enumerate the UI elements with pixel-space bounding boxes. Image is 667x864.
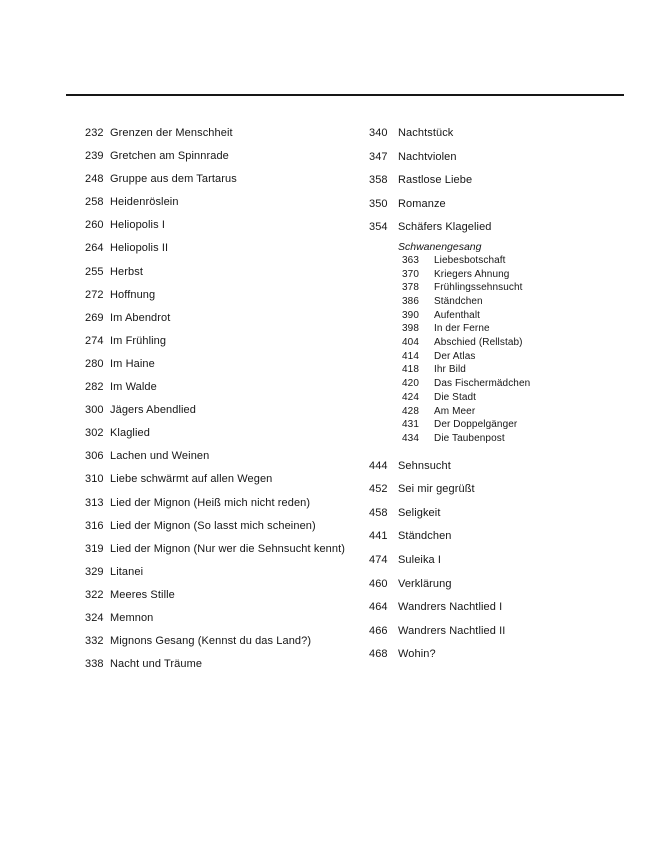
entry-title: Abschied (Rellstab) <box>434 337 523 349</box>
entry-title: Litanei <box>110 565 144 578</box>
entry-title: Heliopolis I <box>110 219 166 232</box>
entry-title: Im Walde <box>110 381 157 394</box>
entry-title: Im Frühling <box>110 334 167 347</box>
entry-title: Verklärung <box>398 577 452 590</box>
toc-column-left <box>85 122 367 676</box>
toc-entry <box>369 620 654 644</box>
toc-entry <box>85 399 367 422</box>
toc-entry <box>85 492 367 515</box>
entry-title: Wohin? <box>398 648 436 661</box>
page-number: 386 <box>402 296 419 308</box>
entry-title: Das Fischermädchen <box>434 378 531 390</box>
entry-title: Gruppe aus dem Tartarus <box>110 173 237 186</box>
page-number: 358 <box>369 174 388 187</box>
entry-title: Seligkeit <box>398 506 441 519</box>
page-number: 332 <box>85 635 104 648</box>
toc-entry <box>369 122 654 146</box>
entry-title: Nacht und Träume <box>110 658 203 671</box>
page-number: 466 <box>369 624 388 637</box>
page-number: 398 <box>402 323 419 335</box>
toc-entry <box>369 169 654 193</box>
toc-entry <box>85 515 367 538</box>
page-number: 431 <box>402 419 419 431</box>
entry-title: Frühlingssehnsucht <box>434 282 523 294</box>
toc-entry <box>85 584 367 607</box>
page-number: 434 <box>402 432 419 444</box>
toc-entry <box>369 295 654 309</box>
toc-entry <box>369 336 654 350</box>
toc-section-schwanengesang <box>369 240 654 446</box>
toc-entry <box>369 432 654 446</box>
page-number: 329 <box>85 565 104 578</box>
page-number: 378 <box>402 282 419 294</box>
entry-title: Liebesbotschaft <box>434 254 506 266</box>
toc-column-right <box>369 122 654 667</box>
page-number: 468 <box>369 648 388 661</box>
entry-title: Grenzen der Menschheit <box>110 127 233 139</box>
entry-title: Im Haine <box>110 357 155 370</box>
entry-title: Ständchen <box>398 530 452 543</box>
page-number: 414 <box>402 350 419 362</box>
entry-title: Wandrers Nachtlied I <box>398 601 503 614</box>
entry-title: Klaglied <box>110 427 150 440</box>
page-number: 310 <box>85 473 104 486</box>
page-number: 458 <box>369 506 388 519</box>
page-number: 418 <box>402 364 419 376</box>
toc-entry <box>369 216 654 240</box>
toc-entry <box>369 254 654 268</box>
page-number: 338 <box>85 658 104 671</box>
page-number: 474 <box>369 553 388 566</box>
entry-title: Lied der Mignon (Nur wer die Sehnsucht kennt) <box>110 542 346 555</box>
page-number: 424 <box>402 391 419 403</box>
toc-entry <box>369 363 654 377</box>
toc-entry <box>369 418 654 432</box>
page-number: 340 <box>369 127 388 139</box>
toc-entry <box>85 353 367 376</box>
toc-entry <box>85 630 367 653</box>
entry-title: Kriegers Ahnung <box>434 268 510 280</box>
toc-entry <box>369 322 654 336</box>
toc-entry <box>85 653 367 676</box>
entry-title: Sehnsucht <box>398 459 451 472</box>
page-number: 441 <box>369 530 388 543</box>
entry-title: Ihr Bild <box>434 364 466 376</box>
page-number: 274 <box>85 334 104 347</box>
toc-entry <box>369 573 654 597</box>
entry-title: In der Ferne <box>434 323 490 335</box>
toc-entry <box>85 607 367 630</box>
page-number: 404 <box>402 337 419 349</box>
page-number: 258 <box>85 196 104 209</box>
page-number: 452 <box>369 483 388 496</box>
toc-entry <box>369 525 654 549</box>
entry-title: Heliopolis II <box>110 242 169 255</box>
entry-title: Suleika I <box>398 553 442 566</box>
page-number: 363 <box>402 254 419 266</box>
page-number: 248 <box>85 173 104 186</box>
entry-title: Die Taubenpost <box>434 432 505 444</box>
entry-title: Heidenröslein <box>110 196 179 209</box>
page-number: 280 <box>85 357 104 370</box>
page-number: 420 <box>402 378 419 390</box>
entry-title: Liebe schwärmt auf allen Wegen <box>110 473 273 486</box>
page-number: 272 <box>85 288 104 301</box>
toc-entry <box>369 281 654 295</box>
page-number: 390 <box>402 309 419 321</box>
toc-entry <box>369 643 654 667</box>
page-number: 324 <box>85 611 104 624</box>
entry-title: Am Meer <box>434 405 476 417</box>
toc-entry <box>85 468 367 491</box>
toc-entry <box>85 168 367 191</box>
entry-title: Aufenthalt <box>434 309 481 321</box>
page-number: 444 <box>369 459 388 472</box>
toc-entry <box>369 268 654 282</box>
entry-title: Lied der Mignon (Heiß mich nicht reden) <box>110 496 311 509</box>
entry-title: Lachen und Weinen <box>110 450 210 463</box>
toc-entry <box>85 191 367 214</box>
page-number: 347 <box>369 150 388 163</box>
entry-title: Memnon <box>110 611 154 624</box>
toc-entry <box>85 122 367 145</box>
section-header: Schwanengesang <box>398 240 482 253</box>
entry-title: Nachtstück <box>398 127 454 139</box>
toc-entry <box>369 596 654 620</box>
toc-entry <box>85 538 367 561</box>
page-number: 354 <box>369 221 388 234</box>
page-number: 428 <box>402 405 419 417</box>
toc-entry <box>85 330 367 353</box>
page-number: 322 <box>85 588 104 601</box>
entry-title: Hoffnung <box>110 288 156 301</box>
toc-entry <box>85 214 367 237</box>
toc-entry <box>369 309 654 323</box>
toc-entry <box>85 284 367 307</box>
toc-entry <box>369 549 654 573</box>
entry-title: Der Atlas <box>434 350 476 362</box>
page-number: 350 <box>369 197 388 210</box>
entry-title: Der Doppelgänger <box>434 419 518 431</box>
entry-title: Mignons Gesang (Kennst du das Land?) <box>110 635 312 648</box>
entry-title: Rastlose Liebe <box>398 174 473 187</box>
page-number: 264 <box>85 242 104 255</box>
top-rule <box>66 94 624 96</box>
toc-entry <box>85 145 367 168</box>
toc-entry <box>369 146 654 170</box>
page-number: 370 <box>402 268 419 280</box>
entry-title: Ständchen <box>434 296 483 308</box>
entry-title: Sei mir gegrüßt <box>398 483 475 496</box>
entry-title: Wandrers Nachtlied II <box>398 624 506 637</box>
toc-entry <box>369 391 654 405</box>
page-number: 316 <box>85 519 104 532</box>
toc-entry <box>369 478 654 502</box>
toc-entry <box>369 405 654 419</box>
toc-entry <box>85 261 367 284</box>
entry-title: Schäfers Klagelied <box>398 221 492 234</box>
entry-title: Gretchen am Spinnrade <box>110 150 229 163</box>
page-number: 313 <box>85 496 104 509</box>
page-number: 464 <box>369 601 388 614</box>
entry-title: Jägers Abendlied <box>110 404 196 417</box>
toc-entry <box>85 561 367 584</box>
toc-entry <box>85 237 367 260</box>
page-number: 460 <box>369 577 388 590</box>
toc-entry <box>85 445 367 468</box>
page-number: 269 <box>85 311 104 324</box>
toc-entry <box>369 377 654 391</box>
toc-entry <box>369 502 654 526</box>
entry-title: Im Abendrot <box>110 311 171 324</box>
page-number: 260 <box>85 219 104 232</box>
page-number: 239 <box>85 150 104 163</box>
entry-title: Die Stadt <box>434 391 477 403</box>
toc-entry <box>369 350 654 364</box>
page-number: 232 <box>85 127 104 139</box>
entry-title: Meeres Stille <box>110 588 175 601</box>
entry-title: Herbst <box>110 265 143 278</box>
entry-title: Nachtviolen <box>398 150 457 163</box>
toc-entry <box>369 455 654 479</box>
toc-entry <box>85 307 367 330</box>
page-number: 255 <box>85 265 104 278</box>
entry-title: Romanze <box>398 197 446 210</box>
page-number: 302 <box>85 427 104 440</box>
toc-entry <box>85 422 367 445</box>
page-number: 306 <box>85 450 104 463</box>
page-number: 282 <box>85 381 104 394</box>
toc-entry <box>85 376 367 399</box>
toc-entry <box>369 193 654 217</box>
page-number: 300 <box>85 404 104 417</box>
entry-title: Lied der Mignon (So lasst mich scheinen) <box>110 519 316 532</box>
page-number: 319 <box>85 542 104 555</box>
